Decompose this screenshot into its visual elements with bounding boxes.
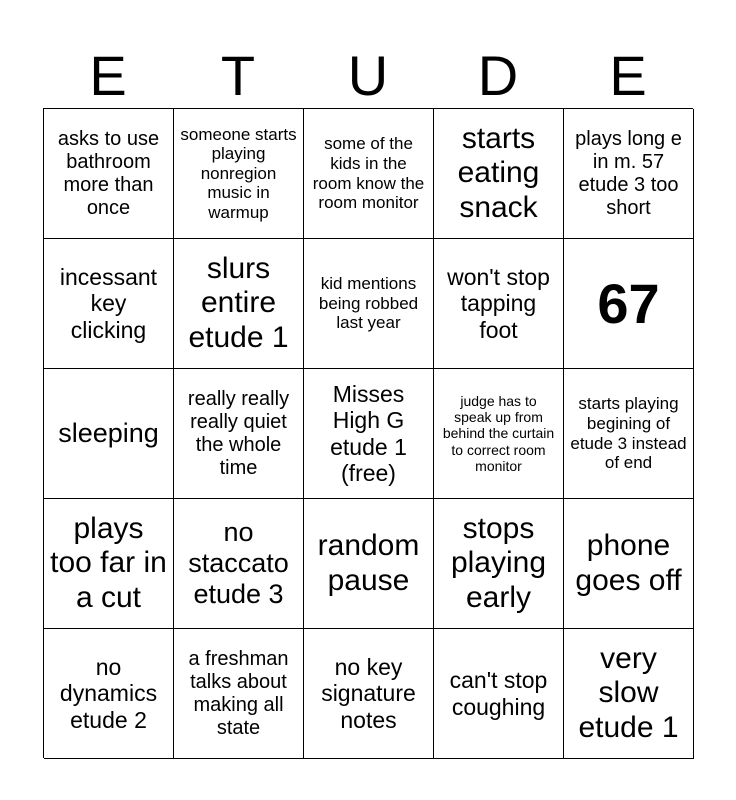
header-letter-u: U [347,44,389,107]
bingo-cell-r1c5[interactable] [564,109,694,239]
cell-text: a freshman talks about making all state [188,647,289,739]
cell-text: really really really quiet the whole time [187,387,290,479]
cell-text: starts playing begining of etude 3 instead of end [570,394,687,473]
cell-text: very slow etude 1 [578,641,679,744]
bingo-cell-r2c5-free[interactable] [564,239,694,369]
bingo-cell-r4c4[interactable] [434,499,564,629]
bingo-cell-r2c2[interactable] [174,239,304,369]
bingo-cell-r5c3[interactable] [304,629,434,759]
cell-text: Misses High G etude 1 (free) [330,380,407,486]
bingo-cell-r4c2[interactable] [174,499,304,629]
cell-text: no dynamics etude 2 [59,653,158,733]
bingo-cell-r5c2[interactable] [174,629,304,759]
cell-text: random pause [317,529,420,597]
bingo-cell-r2c3[interactable] [304,239,434,369]
cell-text: no staccato etude 3 [188,516,289,610]
bingo-cell-r2c4[interactable] [434,239,564,369]
bingo-cell-r3c5[interactable] [564,369,694,499]
bingo-cell-r1c3[interactable] [304,109,434,239]
bingo-board [43,108,693,758]
bingo-cell-r2c1[interactable] [44,239,174,369]
bingo-cell-r5c5[interactable] [564,629,694,759]
cell-text: judge has to speak up from behind the curtain to correct room monitor [442,393,555,474]
bingo-cell-r1c4[interactable] [434,109,564,239]
cell-text: starts eating snack [457,121,540,224]
cell-text: won't stop tapping foot [447,263,550,343]
bingo-cell-r4c3[interactable] [304,499,434,629]
bingo-cell-r5c4[interactable] [434,629,564,759]
cell-text: kid mentions being robbed last year [318,274,419,333]
cell-text: can't stop coughing [449,667,548,720]
header-letter-e: E [89,44,127,107]
bingo-cell-r4c1[interactable] [44,499,174,629]
free-space-number: 67 [597,271,660,335]
cell-text: incessant key clicking [59,263,158,343]
bingo-cell-r3c3[interactable] [304,369,434,499]
cell-text: asks to use bathroom more than once [57,127,160,219]
cell-text: phone goes off [575,529,682,597]
cell-text: someone starts playing nonregion music in warmup [180,124,297,222]
cell-text: no key signature notes [321,653,416,733]
bingo-cell-r4c5[interactable] [564,499,694,629]
cell-text: plays long e in m. 57 etude 3 too short [575,127,682,219]
bingo-cell-r1c2[interactable] [174,109,304,239]
bingo-cell-r3c1[interactable] [44,369,174,499]
header-letter-t: T [220,44,256,107]
header-letter-d: D [477,44,519,107]
cell-text: stops playing early [450,511,547,614]
cell-text: some of the kids in the room know the room monitor [312,134,425,213]
header-letter-e-2: E [609,44,647,107]
bingo-cell-r5c1[interactable] [44,629,174,759]
bingo-cell-r3c2[interactable] [174,369,304,499]
cell-text: slurs entire etude 1 [188,251,289,354]
bingo-cell-r1c1[interactable] [44,109,174,239]
cell-text: plays too far in a cut [50,511,167,614]
cell-text: sleeping [58,417,159,448]
bingo-header [43,44,693,108]
bingo-cell-r3c4[interactable] [434,369,564,499]
